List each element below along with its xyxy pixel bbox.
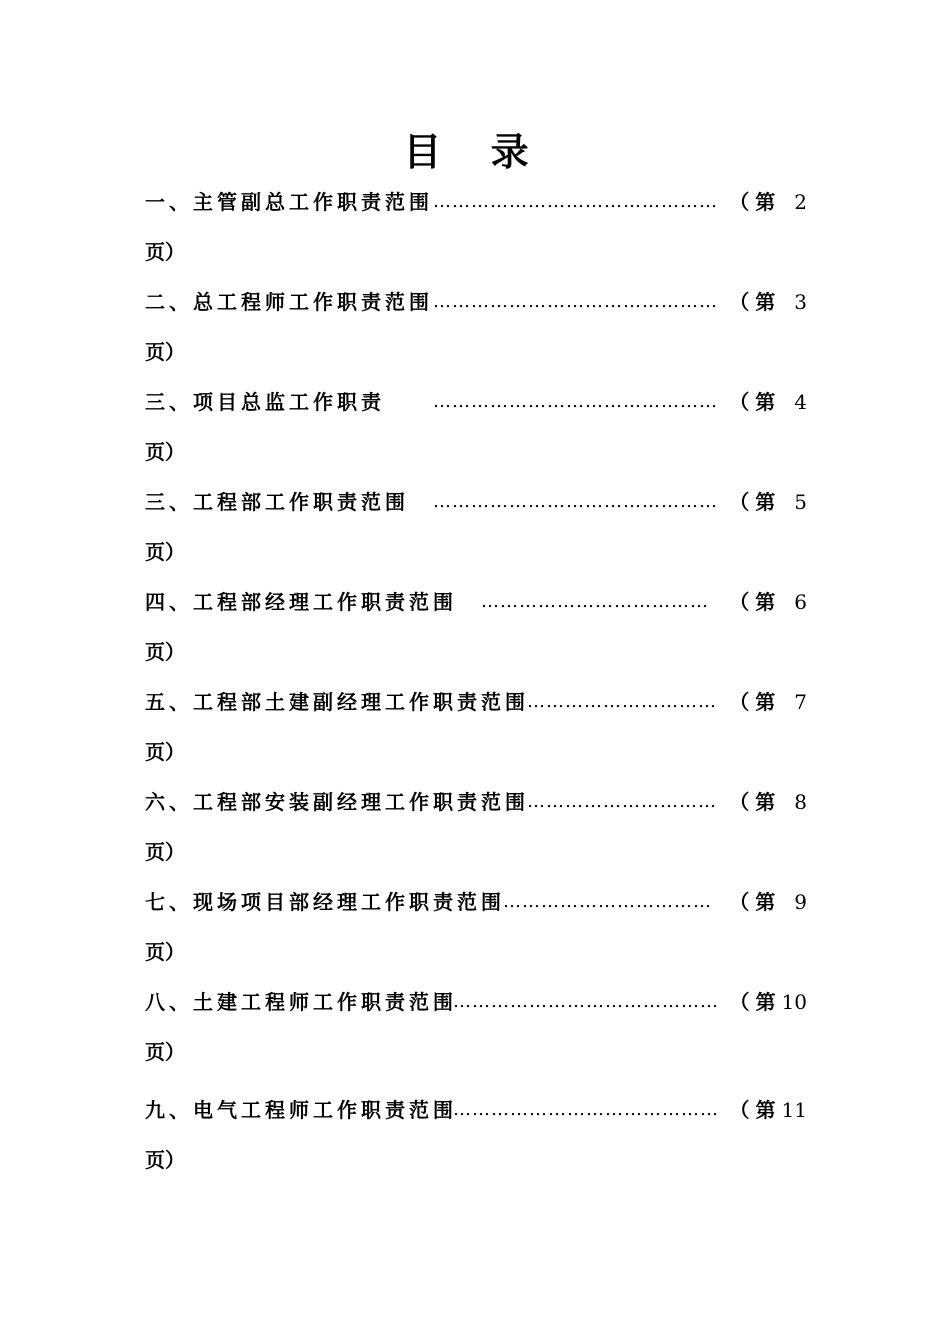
toc-entry-page: （第 3: [729, 290, 807, 314]
toc-entry-page-suffix: 页）: [145, 940, 185, 964]
page-title: 目 录: [403, 129, 547, 174]
toc-entry-page: （第11: [729, 1098, 807, 1122]
toc-entry-line: [145, 480, 807, 524]
toc-entry-dots: …………………………: [527, 791, 717, 812]
toc-entry-dots: ……………………………: [503, 891, 712, 912]
toc-entry[interactable]: [145, 1088, 807, 1188]
toc-entry-page-suffix: 页）: [145, 740, 185, 764]
toc-entry-line: [145, 180, 807, 224]
toc-entry-page-suffix: 页）: [145, 340, 185, 364]
toc-entry-line: [145, 380, 807, 424]
toc-entry-dots: ………………………………………: [433, 191, 718, 212]
toc-entry[interactable]: [145, 580, 807, 680]
toc-entry-line: [145, 680, 807, 724]
toc-entry-dots: ………………………………………: [433, 391, 718, 412]
toc-entry[interactable]: [145, 880, 807, 980]
toc-entry-heading: 一、主管副总工作职责范围: [145, 190, 433, 214]
toc-entry-page: （第 5: [729, 490, 807, 514]
toc-entry-page-suffix: 页）: [145, 240, 185, 264]
toc-entry-page-suffix: 页）: [145, 1148, 185, 1172]
toc-entry[interactable]: [145, 180, 807, 280]
toc-entry-line: [145, 580, 807, 624]
toc-entry-line: [145, 880, 807, 924]
toc-entry-page-suffix: 页）: [145, 440, 185, 464]
toc-entry-heading: 六、工程部安装副经理工作职责范围: [145, 790, 529, 814]
toc-entry-heading: 九、电气工程师工作职责范围: [145, 1098, 457, 1122]
toc-entry-dots: ……………………………………: [453, 1099, 719, 1120]
toc-entry-page: （第 7: [729, 690, 807, 714]
toc-entry-page-suffix: 页）: [145, 840, 185, 864]
toc-entry[interactable]: [145, 380, 807, 480]
toc-entry-line: [145, 280, 807, 324]
toc-entry-page: （第 4: [729, 390, 807, 414]
toc-entry-page: （第10: [729, 990, 807, 1014]
toc-entry-heading: 八、土建工程师工作职责范围: [145, 990, 457, 1014]
toc-entry-heading: 七、现场项目部经理工作职责范围: [145, 890, 505, 914]
toc-entry-page: （第 2: [729, 190, 807, 214]
toc-entry-page-suffix: 页）: [145, 640, 185, 664]
table-of-contents: [145, 180, 807, 1188]
toc-entry[interactable]: [145, 280, 807, 380]
toc-entry-line: [145, 980, 807, 1024]
toc-entry-dots: …………………………: [527, 691, 717, 712]
toc-entry[interactable]: [145, 780, 807, 880]
toc-entry-heading: 五、工程部土建副经理工作职责范围: [145, 690, 529, 714]
toc-entry-dots: ……………………………………: [453, 991, 719, 1012]
toc-entry-line: [145, 1088, 807, 1132]
toc-entry[interactable]: [145, 480, 807, 580]
toc-entry-page-suffix: 页）: [145, 540, 185, 564]
toc-entry-page: （第 9: [729, 890, 807, 914]
toc-entry-heading: 三、项目总监工作职责: [145, 390, 385, 414]
toc-entry-dots: ………………………………: [481, 591, 709, 612]
toc-entry-heading: 三、工程部工作职责范围: [145, 490, 409, 514]
toc-entry-heading: 二、总工程师工作职责范围: [145, 290, 433, 314]
toc-entry-page: （第 8: [729, 790, 807, 814]
toc-entry-page-suffix: 页）: [145, 1040, 185, 1064]
toc-entry-page: （第 6: [729, 590, 807, 614]
toc-entry-heading: 四、工程部经理工作职责范围: [145, 590, 457, 614]
toc-entry[interactable]: [145, 680, 807, 780]
toc-entry[interactable]: [145, 980, 807, 1088]
toc-entry-dots: ………………………………………: [433, 491, 718, 512]
toc-entry-dots: ………………………………………: [433, 291, 718, 312]
toc-entry-line: [145, 780, 807, 824]
